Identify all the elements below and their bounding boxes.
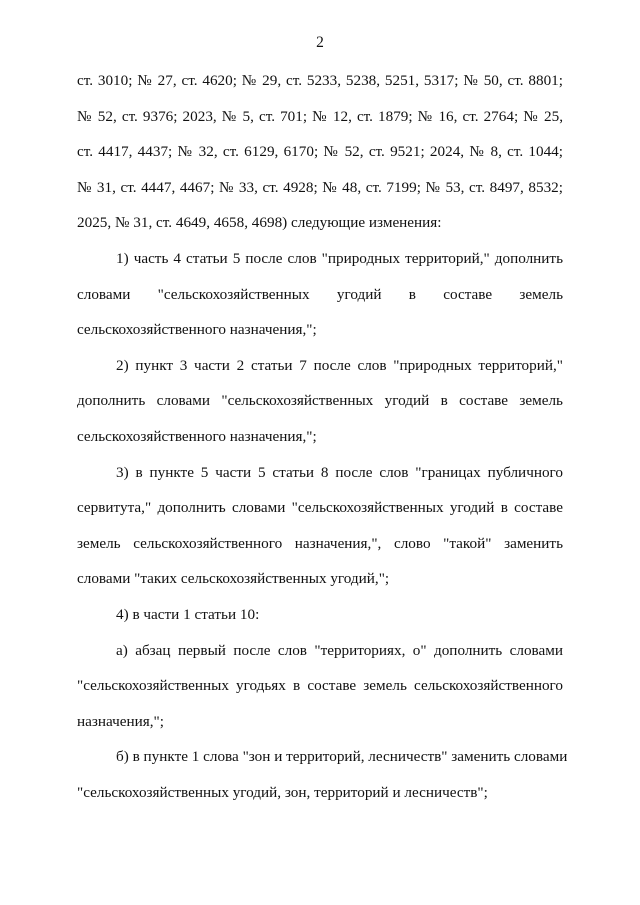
text-line: дополнить словами "сельскохозяйственных угодий в составе земель xyxy=(77,392,563,410)
text-line: ст. 3010; № 27, ст. 4620; № 29, ст. 5233, 5238, 5251, 5317; № 50, ст. 8801; xyxy=(77,72,563,89)
text-line: 2025, № 31, ст. 4649, 4658, 4698) следующие изменения: xyxy=(77,214,442,232)
text-line: сельскохозяйственного назначения,"; xyxy=(77,427,317,445)
text-line: словами "таких сельскохозяйственных угодий,"; xyxy=(77,570,390,588)
text-line: "сельскохозяйственных угодьях в составе земель сельскохозяйственного xyxy=(77,677,563,695)
page-number: 2 xyxy=(316,34,324,51)
list-item-line: 4) в части 1 статьи 10: xyxy=(116,605,260,623)
list-item-line: 1) часть 4 статьи 5 после слов "природных территорий," дополнить xyxy=(116,249,563,267)
list-item-line: 3) в пункте 5 части 5 статьи 8 после слов "границах публичного xyxy=(116,463,563,481)
text-line: "сельскохозяйственных угодий, зон, территорий и лесничеств"; xyxy=(77,783,488,801)
text-line: сельскохозяйственного назначения,"; xyxy=(77,321,317,339)
text-line: ст. 4417, 4437; № 32, ст. 6129, 6170; № 52, ст. 9521; 2024, № 8, ст. 1044; xyxy=(77,143,563,161)
text-line: сервитута," дополнить словами "сельскохозяйственных угодий в составе xyxy=(77,499,563,517)
text-line: назначения,"; xyxy=(77,712,164,730)
list-item-line: 2) пункт 3 части 2 статьи 7 после слов "природных территорий," xyxy=(116,356,563,374)
text-line: земель сельскохозяйственного назначения,", слово "такой" заменить xyxy=(77,534,563,552)
text-line: № 31, ст. 4447, 4467; № 33, ст. 4928; № 48, ст. 7199; № 53, ст. 8497, 8532; xyxy=(77,178,563,196)
text-line: словами "сельскохозяйственных угодий в составе земель xyxy=(77,285,563,303)
document-body xyxy=(77,69,568,816)
sub-item-line: б) в пункте 1 слова "зон и территорий, лесничеств" заменить словами xyxy=(116,748,568,766)
text-line: № 52, ст. 9376; 2023, № 5, ст. 701; № 12, ст. 1879; № 16, ст. 2764; № 25, xyxy=(77,107,563,125)
sub-item-line: а) абзац первый после слов "территориях, о" дополнить словами xyxy=(116,641,563,659)
